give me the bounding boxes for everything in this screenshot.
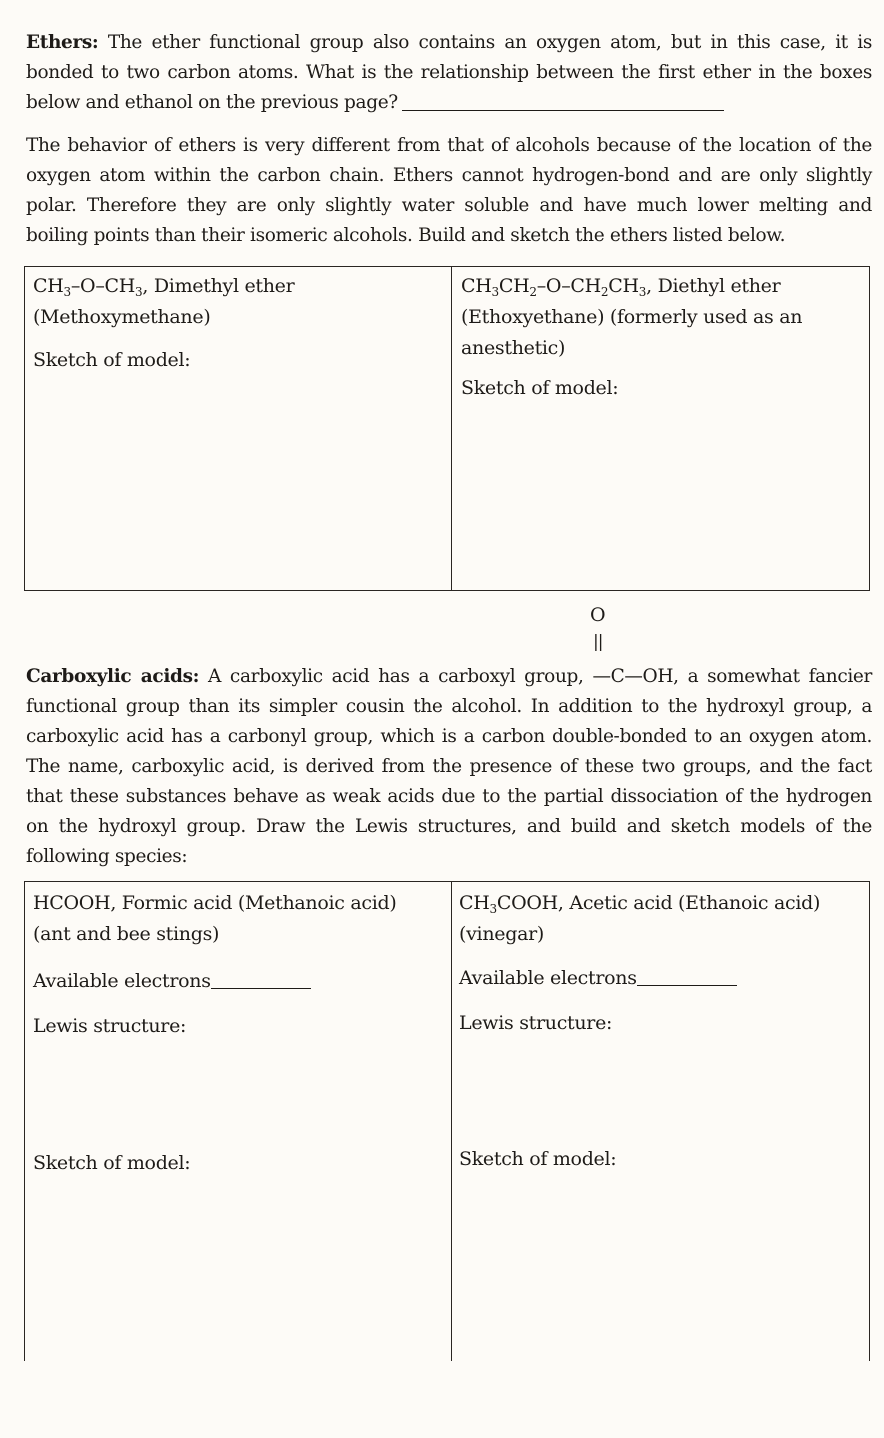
- formic-acid-formula: HCOOH, Formic acid (Methanoic acid): [33, 892, 397, 914]
- acetic-lewis-label: Lewis structure:: [459, 1012, 613, 1034]
- formic-acid-note: (ant and bee stings): [33, 923, 220, 945]
- formic-electrons-label: Available electrons: [33, 970, 211, 992]
- acetic-electrons-row: [459, 967, 737, 989]
- ethers-behavior-paragraph: The behavior of ethers is very different from that of alcohols because of the location of the oxygen atom within the carbon chain. Ethers cannot hydrogen-bond and are only slightly polar. Therefore they are only slightly water soluble and have much lower melting and boiling points than their isomeric alcohols. Build and sketch the ethers listed below.: [26, 135, 872, 246]
- ethers-intro-text: The ether functional group also contains an oxygen atom, but in this case, it is bonded to two carbon atoms. What is the relationship between the first ether in the boxes below and ethanol on the previous page?: [26, 32, 873, 113]
- diethyl-ether-alt-name-2: anesthetic): [461, 337, 566, 359]
- formic-acid-cell: [33, 888, 443, 950]
- ethers-table: [24, 266, 870, 591]
- carboxylic-intro-tail: a somewhat fancier functional group than its simpler cousin the alcohol. In addition to the hydroxyl group, a carboxylic acid has a carbonyl group, which is a carbon double-bonded to an oxygen atom. The name, carboxylic acid, is derived from the presence of these two groups, and the fact that these substances behave as weak acids due to the partial dissociation of the hydrogen on the hydroxyl group. Draw the Lewis structures, and build and sketch models of the following species:: [26, 666, 872, 867]
- diethyl-ether-title: $CH_3CH_2-O-CH_2CH_3$, Diethyl ether: [461, 275, 781, 299]
- dimethyl-sketch-label: Sketch of model:: [33, 349, 191, 371]
- diethyl-ether-cell: [461, 271, 861, 364]
- acetic-sketch-label: Sketch of model:: [459, 1148, 617, 1170]
- diethyl-ether-alt-name: (Ethoxyethane) (formerly used as an: [461, 306, 803, 328]
- formic-sketch-label: Sketch of model:: [33, 1152, 191, 1174]
- acetic-acid-cell: [459, 888, 859, 950]
- carboxyl-double-bond: ||: [593, 632, 603, 652]
- carboxylic-paragraph: [26, 662, 872, 872]
- dimethyl-ether-alt-name: (Methoxymethane): [33, 306, 211, 328]
- dimethyl-ether-title: $CH_3-O-CH_3$, Dimethyl ether: [33, 275, 295, 299]
- acetic-electrons-label: Available electrons: [459, 967, 637, 989]
- carboxyl-oxygen: O: [590, 604, 606, 626]
- formic-electrons-row: [33, 970, 311, 992]
- ethers-heading: Ethers:: [26, 32, 99, 53]
- carboxylic-intro-lead: A carboxylic acid has a carboxyl group,: [208, 666, 584, 687]
- acetic-electrons-blank[interactable]: [637, 969, 737, 986]
- dimethyl-ether-cell: [33, 271, 443, 333]
- carboxyl-group: —C—OH,: [592, 666, 679, 687]
- acetic-acid-formula-tail: COOH, Acetic acid (Ethanoic acid): [496, 892, 821, 914]
- formic-electrons-blank[interactable]: [211, 972, 311, 989]
- table-divider: [451, 267, 452, 590]
- carboxylic-heading: Carboxylic acids:: [26, 666, 200, 687]
- diethyl-ether-name: Diethyl ether: [657, 275, 781, 297]
- acetic-acid-formula: $CH_3COOH$, Acetic acid (Ethanoic acid): [459, 892, 821, 916]
- dimethyl-ether-name: Dimethyl ether: [153, 275, 295, 297]
- diethyl-sketch-label: Sketch of model:: [461, 377, 619, 399]
- table-divider: [451, 882, 452, 1361]
- answer-blank[interactable]: [402, 92, 724, 111]
- carboxylic-table: [24, 881, 870, 1361]
- formic-lewis-label: Lewis structure:: [33, 1015, 187, 1037]
- acetic-acid-note: (vinegar): [459, 923, 544, 945]
- ethers-intro-paragraph: [26, 28, 872, 118]
